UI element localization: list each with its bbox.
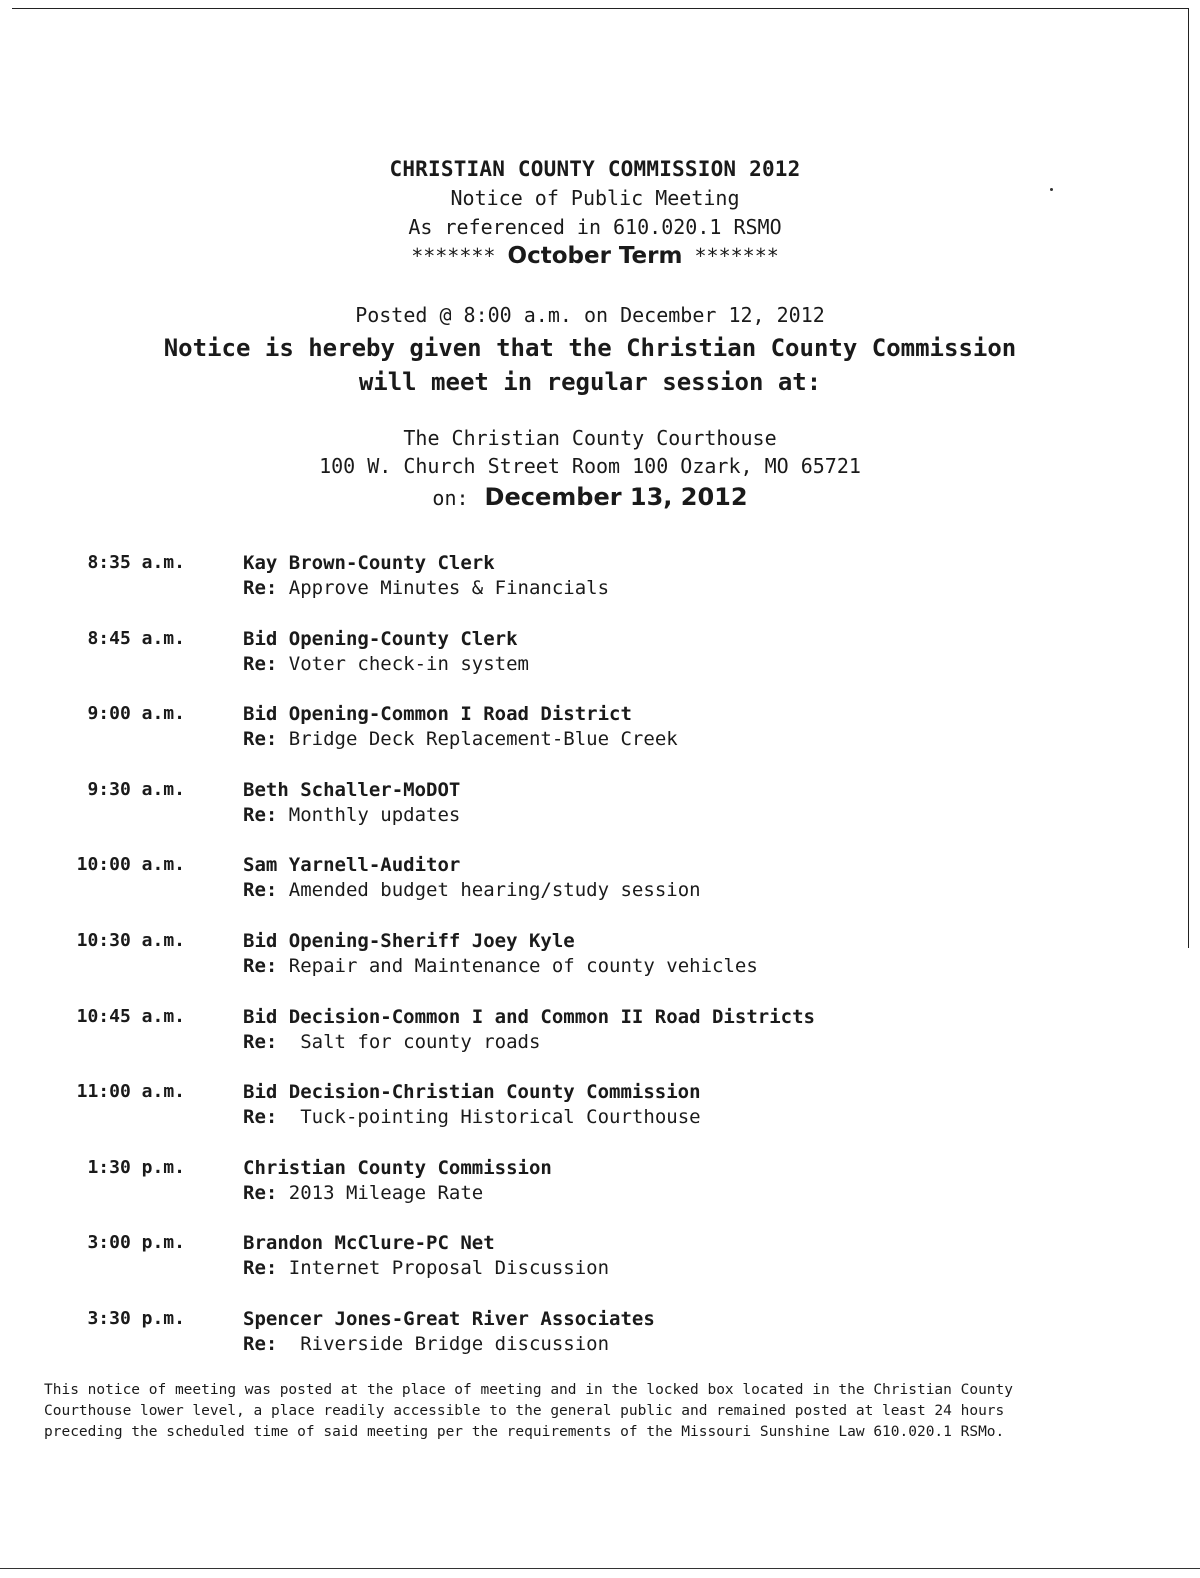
agenda-regarding <box>243 803 1163 828</box>
re-label: Re: <box>243 879 278 902</box>
agenda-regarding <box>243 1181 1163 1206</box>
agenda-item <box>0 1230 1200 1306</box>
posting-statement-line-2: Courthouse lower level, a place readily accessible to the general public and remained posted at least 24 hours <box>44 1403 1005 1419</box>
agenda-list <box>0 550 1200 1382</box>
posting-statement-line-3: preceding the scheduled time of said meeting per the requirements of the Missouri Sunshine Law 610.020.1 RSMo. <box>44 1424 1005 1440</box>
agenda-topic: Amended budget hearing/study session <box>277 879 701 902</box>
agenda-time: 10:30 a.m. <box>76 929 185 951</box>
agenda-presenter: Kay Brown-County Clerk <box>243 552 495 574</box>
notice-header <box>0 154 1190 270</box>
agenda-body <box>243 777 1163 828</box>
agenda-body <box>243 852 1163 903</box>
on-label: on: <box>432 486 469 510</box>
agenda-presenter: Bid Opening-Sheriff Joey Kyle <box>243 929 575 952</box>
agenda-body <box>243 928 1163 979</box>
agenda-body <box>243 1306 1163 1357</box>
meeting-date: December 13, 2012 <box>484 483 748 511</box>
re-label: Re: <box>243 652 278 675</box>
agenda-time: 8:35 a.m. <box>87 552 185 573</box>
re-label: Re: <box>243 1257 278 1280</box>
agenda-time: 3:00 p.m. <box>87 1232 185 1254</box>
scan-border-bottom <box>0 1568 1200 1569</box>
agenda-regarding <box>243 1332 1163 1357</box>
agenda-topic: Approve Minutes & Financials <box>277 577 610 599</box>
statute-reference: As referenced in 610.020.1 RSMO <box>408 215 782 239</box>
agenda-item <box>0 1004 1200 1080</box>
agenda-item <box>0 550 1200 626</box>
agenda-regarding <box>243 1256 1163 1281</box>
agenda-topic: Salt for county roads <box>277 1030 541 1053</box>
agenda-presenter: Bid Decision-Christian County Commission <box>243 1081 701 1104</box>
agenda-topic: Tuck-pointing Historical Courthouse <box>277 1106 701 1129</box>
term-name: October Term <box>507 243 683 269</box>
re-label: Re: <box>243 1332 278 1355</box>
document-title: CHRISTIAN COUNTY COMMISSION 2012 <box>389 157 801 181</box>
agenda-body <box>243 1004 1163 1055</box>
agenda-presenter: Bid Decision-Common I and Common II Road Districts <box>243 1005 815 1028</box>
agenda-topic: 2013 Mileage Rate <box>277 1181 484 1204</box>
agenda-presenter: Beth Schaller-MoDOT <box>243 778 461 801</box>
re-label: Re: <box>243 954 278 977</box>
agenda-item <box>0 777 1200 853</box>
posted-line: Posted @ 8:00 a.m. on December 12, 2012 <box>355 303 825 327</box>
location-address: 100 W. Church Street Room 100 Ozark, MO 65721 <box>319 454 861 478</box>
agenda-item <box>0 1306 1200 1382</box>
agenda-body <box>243 1230 1163 1281</box>
re-label: Re: <box>243 577 278 599</box>
meeting-date-line <box>0 480 1180 515</box>
agenda-body <box>243 626 1163 677</box>
re-label: Re: <box>243 1181 278 1204</box>
agenda-body <box>243 701 1163 752</box>
agenda-regarding <box>243 727 1163 752</box>
agenda-topic: Monthly updates <box>277 803 461 826</box>
location-building: The Christian County Courthouse <box>403 426 777 450</box>
notice-line-1: Notice is hereby given that the Christian County Commission <box>163 334 1017 362</box>
meeting-location <box>0 424 1180 515</box>
document-subtitle: Notice of Public Meeting <box>450 186 740 210</box>
agenda-body <box>243 550 1163 601</box>
agenda-topic: Voter check-in system <box>277 652 529 675</box>
agenda-time: 9:30 a.m. <box>87 778 185 800</box>
agenda-item <box>0 1079 1200 1155</box>
re-label: Re: <box>243 803 278 826</box>
agenda-topic: Riverside Bridge discussion <box>277 1332 610 1355</box>
agenda-presenter: Sam Yarnell-Auditor <box>243 854 461 877</box>
agenda-body <box>243 1079 1163 1130</box>
agenda-time: 8:45 a.m. <box>87 627 185 649</box>
agenda-regarding <box>243 1105 1163 1130</box>
agenda-regarding <box>243 954 1163 979</box>
agenda-item <box>0 701 1200 777</box>
term-stars-right: ******* <box>694 244 779 268</box>
agenda-item <box>0 928 1200 1004</box>
agenda-regarding <box>243 652 1163 677</box>
agenda-time: 10:00 a.m. <box>76 854 185 876</box>
agenda-presenter: Christian County Commission <box>243 1156 552 1179</box>
re-label: Re: <box>243 1030 278 1053</box>
agenda-time: 10:45 a.m. <box>76 1005 185 1027</box>
agenda-regarding <box>243 878 1163 903</box>
agenda-item <box>0 626 1200 702</box>
term-stars-left: ******* <box>411 244 496 268</box>
agenda-presenter: Bid Opening-County Clerk <box>243 627 518 650</box>
agenda-time: 1:30 p.m. <box>87 1156 185 1178</box>
agenda-presenter: Bid Opening-Common I Road District <box>243 703 632 726</box>
re-label: Re: <box>243 728 278 751</box>
agenda-item <box>0 852 1200 928</box>
agenda-topic: Internet Proposal Discussion <box>277 1257 610 1280</box>
term-line <box>0 242 1190 270</box>
posting-statement-line-1: This notice of meeting was posted at the place of meeting and in the locked box located in the Christian County <box>44 1382 1014 1398</box>
agenda-presenter: Brandon McClure-PC Net <box>243 1232 495 1255</box>
notice-line-2: will meet in regular session at: <box>358 368 822 396</box>
scan-border-top <box>12 8 1188 9</box>
agenda-item <box>0 1155 1200 1231</box>
posting-statement <box>44 1380 1144 1443</box>
re-label: Re: <box>243 1106 278 1129</box>
agenda-body <box>243 1155 1163 1206</box>
agenda-topic: Repair and Maintenance of county vehicles <box>277 954 758 977</box>
agenda-time: 11:00 a.m. <box>76 1081 185 1103</box>
agenda-regarding <box>243 1030 1163 1055</box>
agenda-regarding <box>243 576 1163 601</box>
agenda-time: 3:30 p.m. <box>87 1307 185 1329</box>
agenda-topic: Bridge Deck Replacement-Blue Creek <box>277 728 678 751</box>
notice-statement <box>0 331 1180 399</box>
agenda-presenter: Spencer Jones-Great River Associates <box>243 1307 655 1330</box>
agenda-time: 9:00 a.m. <box>87 703 185 725</box>
